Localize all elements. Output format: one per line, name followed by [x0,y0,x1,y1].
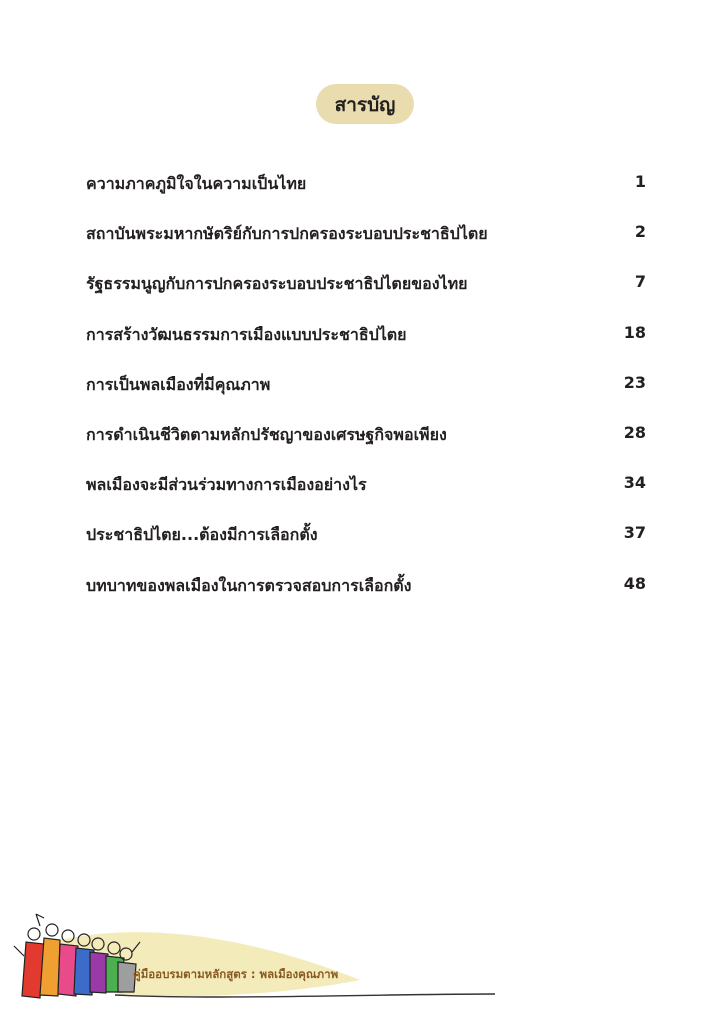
toc-page: 34 [623,473,646,493]
toc-label: การเป็นพลเมืองที่มีคุณภาพ [86,374,271,394]
toc-label: รัฐธรรมนูญกับการปกครองระบอบประชาธิปไตยของไทย [86,274,468,294]
toc-page: 1 [634,172,646,191]
toc-page: 2 [634,222,646,242]
toc-label: บทบาทของพลเมืองในการตรวจสอบการเลือกตั้ง [86,575,412,595]
toc-row[interactable] [86,172,648,222]
table-of-contents [86,172,648,624]
toc-row[interactable] [86,523,648,573]
toc-label: การดำเนินชีวิตตามหลักปรัชญาของเศรษฐกิจพอเพียง [86,424,447,444]
toc-label: พลเมืองจะมีส่วนร่วมทางการเมืองอย่างไร [86,475,367,495]
footer [0,900,716,1024]
toc-row[interactable] [86,272,648,322]
page-title: สารบัญ [334,94,396,116]
toc-row[interactable] [86,574,648,624]
toc-page: 48 [623,573,646,593]
toc-page: 23 [623,372,646,392]
toc-row[interactable] [86,373,648,423]
toc-row[interactable] [86,323,648,373]
toc-row[interactable] [86,473,648,523]
toc-page: 37 [623,523,646,543]
toc-page: 18 [623,322,646,342]
toc-label: ประชาธิปไตย...ต้องมีการเลือกตั้ง [86,525,318,545]
toc-row[interactable] [86,423,648,473]
toc-page: 7 [634,272,646,292]
footer-text: คู่มืออบรมตามหลักสูตร : พลเมืองคุณภาพ [133,967,339,981]
footer-illustration [0,900,716,1024]
toc-row[interactable] [86,222,648,272]
toc-label: สถาบันพระมหากษัตริย์กับการปกครองระบอบประชาธิปไตย [86,224,488,244]
toc-label: การสร้างวัฒนธรรมการเมืองแบบประชาธิปไตย [86,324,407,344]
title-badge [316,84,414,124]
toc-label: ความภาคภูมิใจในความเป็นไทย [86,174,307,193]
toc-page: 28 [623,422,646,442]
